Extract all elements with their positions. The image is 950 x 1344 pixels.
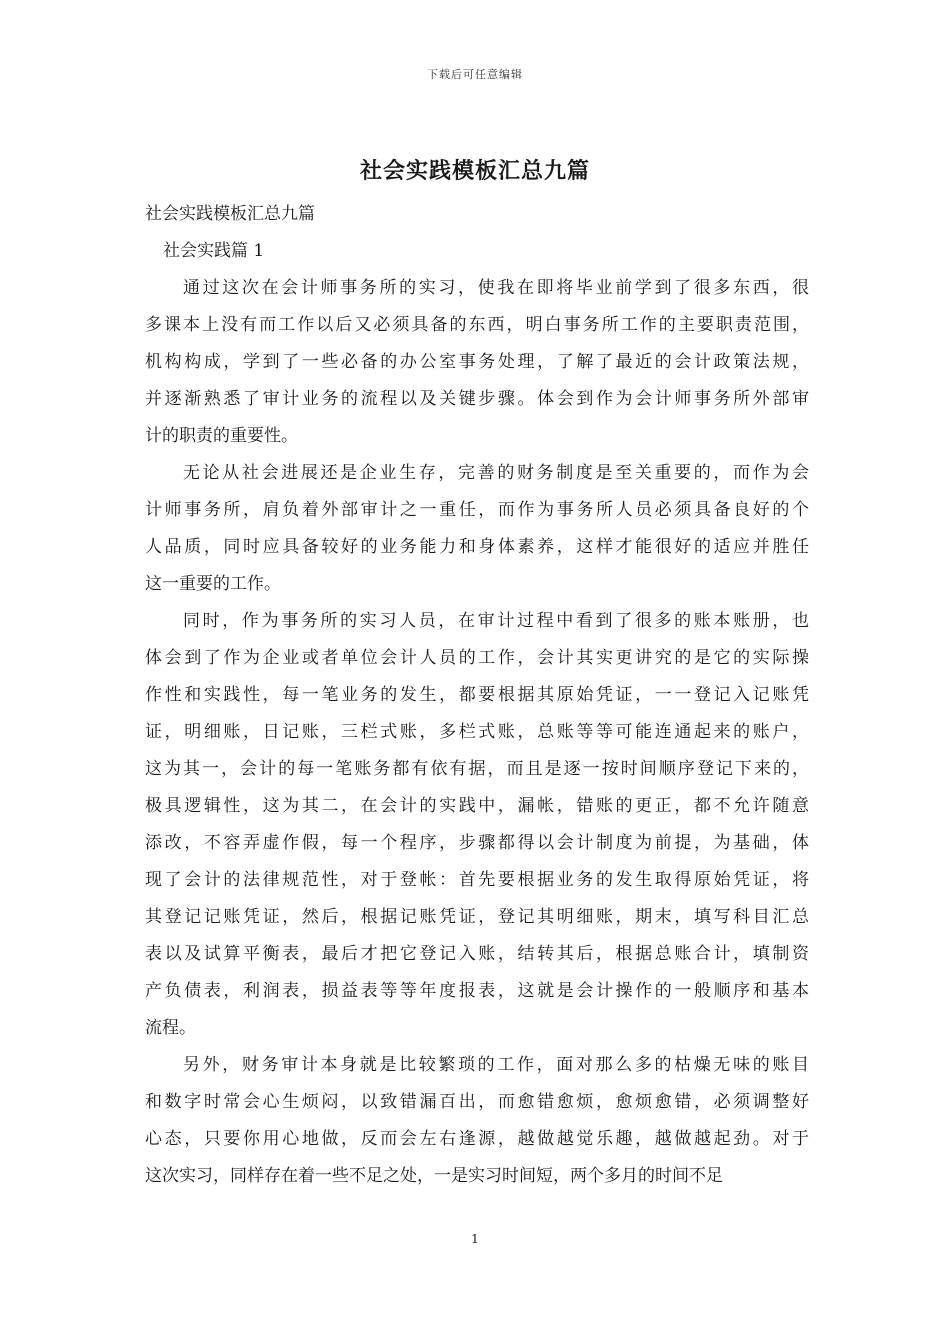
page-header: 下载后可任意编辑	[427, 68, 523, 81]
paragraph-line: 无论从社会进展还是企业生存，完善的财务制度是至关重要的，而作为会	[183, 463, 809, 483]
paragraph	[145, 603, 809, 1047]
paragraph-line: 和数字时常会心生烦闷，以致错漏百出，而愈错愈烦，愈烦愈错，必须调整好	[145, 1092, 809, 1112]
paragraph-line: 计的职责的重要性。	[145, 426, 298, 446]
paragraph-line: 现了会计的法律规范性，对于登帐：首先要根据业务的发生取得原始凭证，将	[145, 870, 809, 890]
paragraph-line: 证，明细账，日记账，三栏式账，多栏式账，总账等等可能连通起来的账户，	[145, 722, 809, 742]
section-heading: 社会实践篇 1	[163, 241, 265, 261]
paragraph-line: 机构构成，学到了一些必备的办公室事务处理，了解了最近的会计政策法规，	[145, 352, 809, 372]
paragraph-line: 另外，财务审计本身就是比较繁琐的工作，面对那么多的枯燥无味的账目	[183, 1055, 809, 1075]
paragraph-line: 这次实习，同样存在着一些不足之处，一是实习时间短，两个多月的时间不足	[145, 1166, 723, 1186]
document-subtitle: 社会实践模板汇总九篇	[145, 204, 315, 224]
paragraph-line: 体会到了作为企业或者单位会计人员的工作，会计其实更讲究的是它的实际操	[145, 648, 809, 668]
paragraph	[145, 270, 809, 455]
paragraph-line: 流程。	[145, 1018, 196, 1038]
paragraph-line: 表以及试算平衡表，最后才把它登记入账，结转其后，根据总账合计，填制资	[145, 944, 809, 964]
paragraph-list	[145, 270, 809, 1195]
paragraph-line: 人品质，同时应具备较好的业务能力和身体素养，这样才能很好的适应并胜任	[145, 537, 809, 557]
paragraph-line: 并逐渐熟悉了审计业务的流程以及关键步骤。体会到作为会计师事务所外部审	[145, 389, 809, 409]
paragraph-line: 极具逻辑性，这为其二，在会计的实践中，漏帐，错账的更正，都不允许随意	[145, 796, 809, 816]
paragraph	[145, 1047, 809, 1195]
paragraph-line: 多课本上没有而工作以后又必须具备的东西，明白事务所工作的主要职责范围，	[145, 315, 809, 335]
paragraph-line: 产负债表，利润表，损益表等等年度报表，这就是会计操作的一般顺序和基本	[145, 981, 809, 1001]
paragraph-line: 通过这次在会计师事务所的实习，使我在即将毕业前学到了很多东西，很	[183, 278, 809, 298]
paragraph-line: 作性和实践性，每一笔业务的发生，都要根据其原始凭证，一一登记入记账凭	[145, 685, 809, 705]
paragraph-line: 同时，作为事务所的实习人员，在审计过程中看到了很多的账本账册，也	[183, 611, 809, 631]
paragraph-line: 这为其一，会计的每一笔账务都有依有据，而且是逐一按时间顺序登记下来的，	[145, 759, 809, 779]
paragraph-line: 添改，不容弄虚作假，每一个程序，步骤都得以会计制度为前提，为基础，体	[145, 833, 809, 853]
paragraph-line: 心态，只要你用心地做，反而会左右逢源，越做越觉乐趣，越做越起劲。对于	[145, 1129, 809, 1149]
paragraph-line: 这一重要的工作。	[145, 574, 281, 594]
document-title: 社会实践模板汇总九篇	[359, 158, 590, 184]
paragraph-line: 其登记记账凭证，然后，根据记账凭证，登记其明细账，期末，填写科目汇总	[145, 907, 809, 927]
page-number: 1	[471, 1232, 479, 1246]
document-body	[145, 196, 809, 1195]
paragraph-line: 计师事务所，肩负着外部审计之一重任，而作为事务所人员必须具备良好的个	[145, 500, 809, 520]
paragraph	[145, 455, 809, 603]
